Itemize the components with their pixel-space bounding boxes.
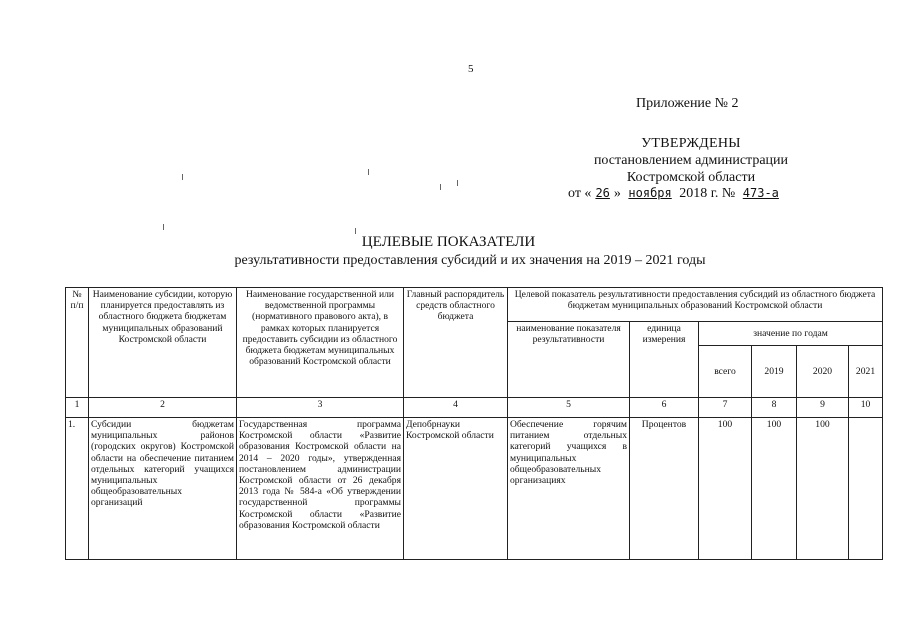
document-title: ЦЕЛЕВЫЕ ПОКАЗАТЕЛИ — [361, 234, 536, 250]
column-number: 6 — [630, 398, 699, 418]
date-year: 2018 г. № — [679, 186, 736, 201]
indicators-table — [65, 287, 883, 560]
header-year-2019: 2019 — [752, 346, 797, 398]
header-year-2021: 2021 — [849, 346, 883, 398]
approval-title: УТВЕРЖДЕНЫ — [641, 136, 741, 151]
handwritten-month: ноября — [628, 186, 672, 200]
header-year-2020: 2020 — [797, 346, 849, 398]
date-mid: » — [613, 186, 621, 201]
header-unit: единица измерения — [630, 322, 699, 398]
handwritten-number: 473-а — [742, 186, 779, 200]
header-values-by-year: значение по годам — [699, 322, 883, 346]
header-manager: Главный распорядитель средств областного бюджета — [404, 288, 508, 398]
date-prefix: от « — [568, 186, 592, 201]
scan-speck — [457, 180, 458, 186]
header-indicator-group: Целевой показатель результативности предоставления субсидий из областного бюджета бюджетам муниципальных образований Костромской области — [508, 288, 883, 322]
column-number: 9 — [797, 398, 849, 418]
row-subsidy: Субсидии бюджетам муниципальных районов (городских округов) Костромской области на обеспечение питанием отдельных категорий учащихся муниципальных общеобразовательных организаций — [89, 418, 237, 560]
row-unit: Процентов — [630, 418, 699, 560]
scan-speck — [163, 224, 164, 230]
header-total: всего — [699, 346, 752, 398]
header-subsidy: Наименование субсидии, которую планируется предоставлять из областного бюджета бюджетам муниципальных образований Костромской области — [89, 288, 237, 398]
row-manager: Депобрнауки Костромской области — [404, 418, 508, 560]
row-year-2021 — [849, 418, 883, 560]
handwritten-day: 26 — [595, 186, 610, 200]
scan-speck — [182, 174, 183, 180]
approval-line-1: постановлением администрации — [593, 153, 789, 168]
column-number: 2 — [89, 398, 237, 418]
appendix-label: Приложение № 2 — [636, 96, 739, 111]
column-number: 7 — [699, 398, 752, 418]
column-number: 1 — [66, 398, 89, 418]
row-year-2019: 100 — [752, 418, 797, 560]
approval-block — [586, 135, 796, 186]
header-indicator-name: наименование показателя результативности — [508, 322, 630, 398]
row-program: Государственная программа Костромской области «Развитие образования Костромской области на 2014 – 2020 годы», утвержденная постановлением администрации Костромской области от 26 декабря 2013 года № 584-а «Об утверждении государственной программы Костромской области «Развитие образования Костромской области — [237, 418, 404, 560]
header-program: Наименование государственной или ведомственной программы (нормативного правового акта), в рамках которых планируется предоставить субсидии из областного бюджета бюджетам муниципальных образований Костромской области — [237, 288, 404, 398]
scan-speck — [368, 169, 369, 175]
column-number: 4 — [404, 398, 508, 418]
header-num: № п/п — [66, 288, 89, 398]
document-subtitle: результативности предоставления субсидий и их значения на 2019 – 2021 годы — [234, 253, 706, 268]
row-total: 100 — [699, 418, 752, 560]
column-number: 3 — [237, 398, 404, 418]
table-row — [66, 418, 883, 560]
scan-speck — [440, 184, 441, 190]
column-number: 10 — [849, 398, 883, 418]
approval-date-line — [568, 186, 783, 202]
page-number: 5 — [468, 63, 474, 75]
column-number-row — [66, 398, 883, 418]
row-indicator: Обеспечение горячим питанием отдельных категорий учащихся в муниципальных общеобразовательных организациях — [508, 418, 630, 560]
column-number: 8 — [752, 398, 797, 418]
row-num: 1. — [66, 418, 89, 560]
column-number: 5 — [508, 398, 630, 418]
row-year-2020: 100 — [797, 418, 849, 560]
approval-line-2: Костромской области — [626, 170, 756, 185]
